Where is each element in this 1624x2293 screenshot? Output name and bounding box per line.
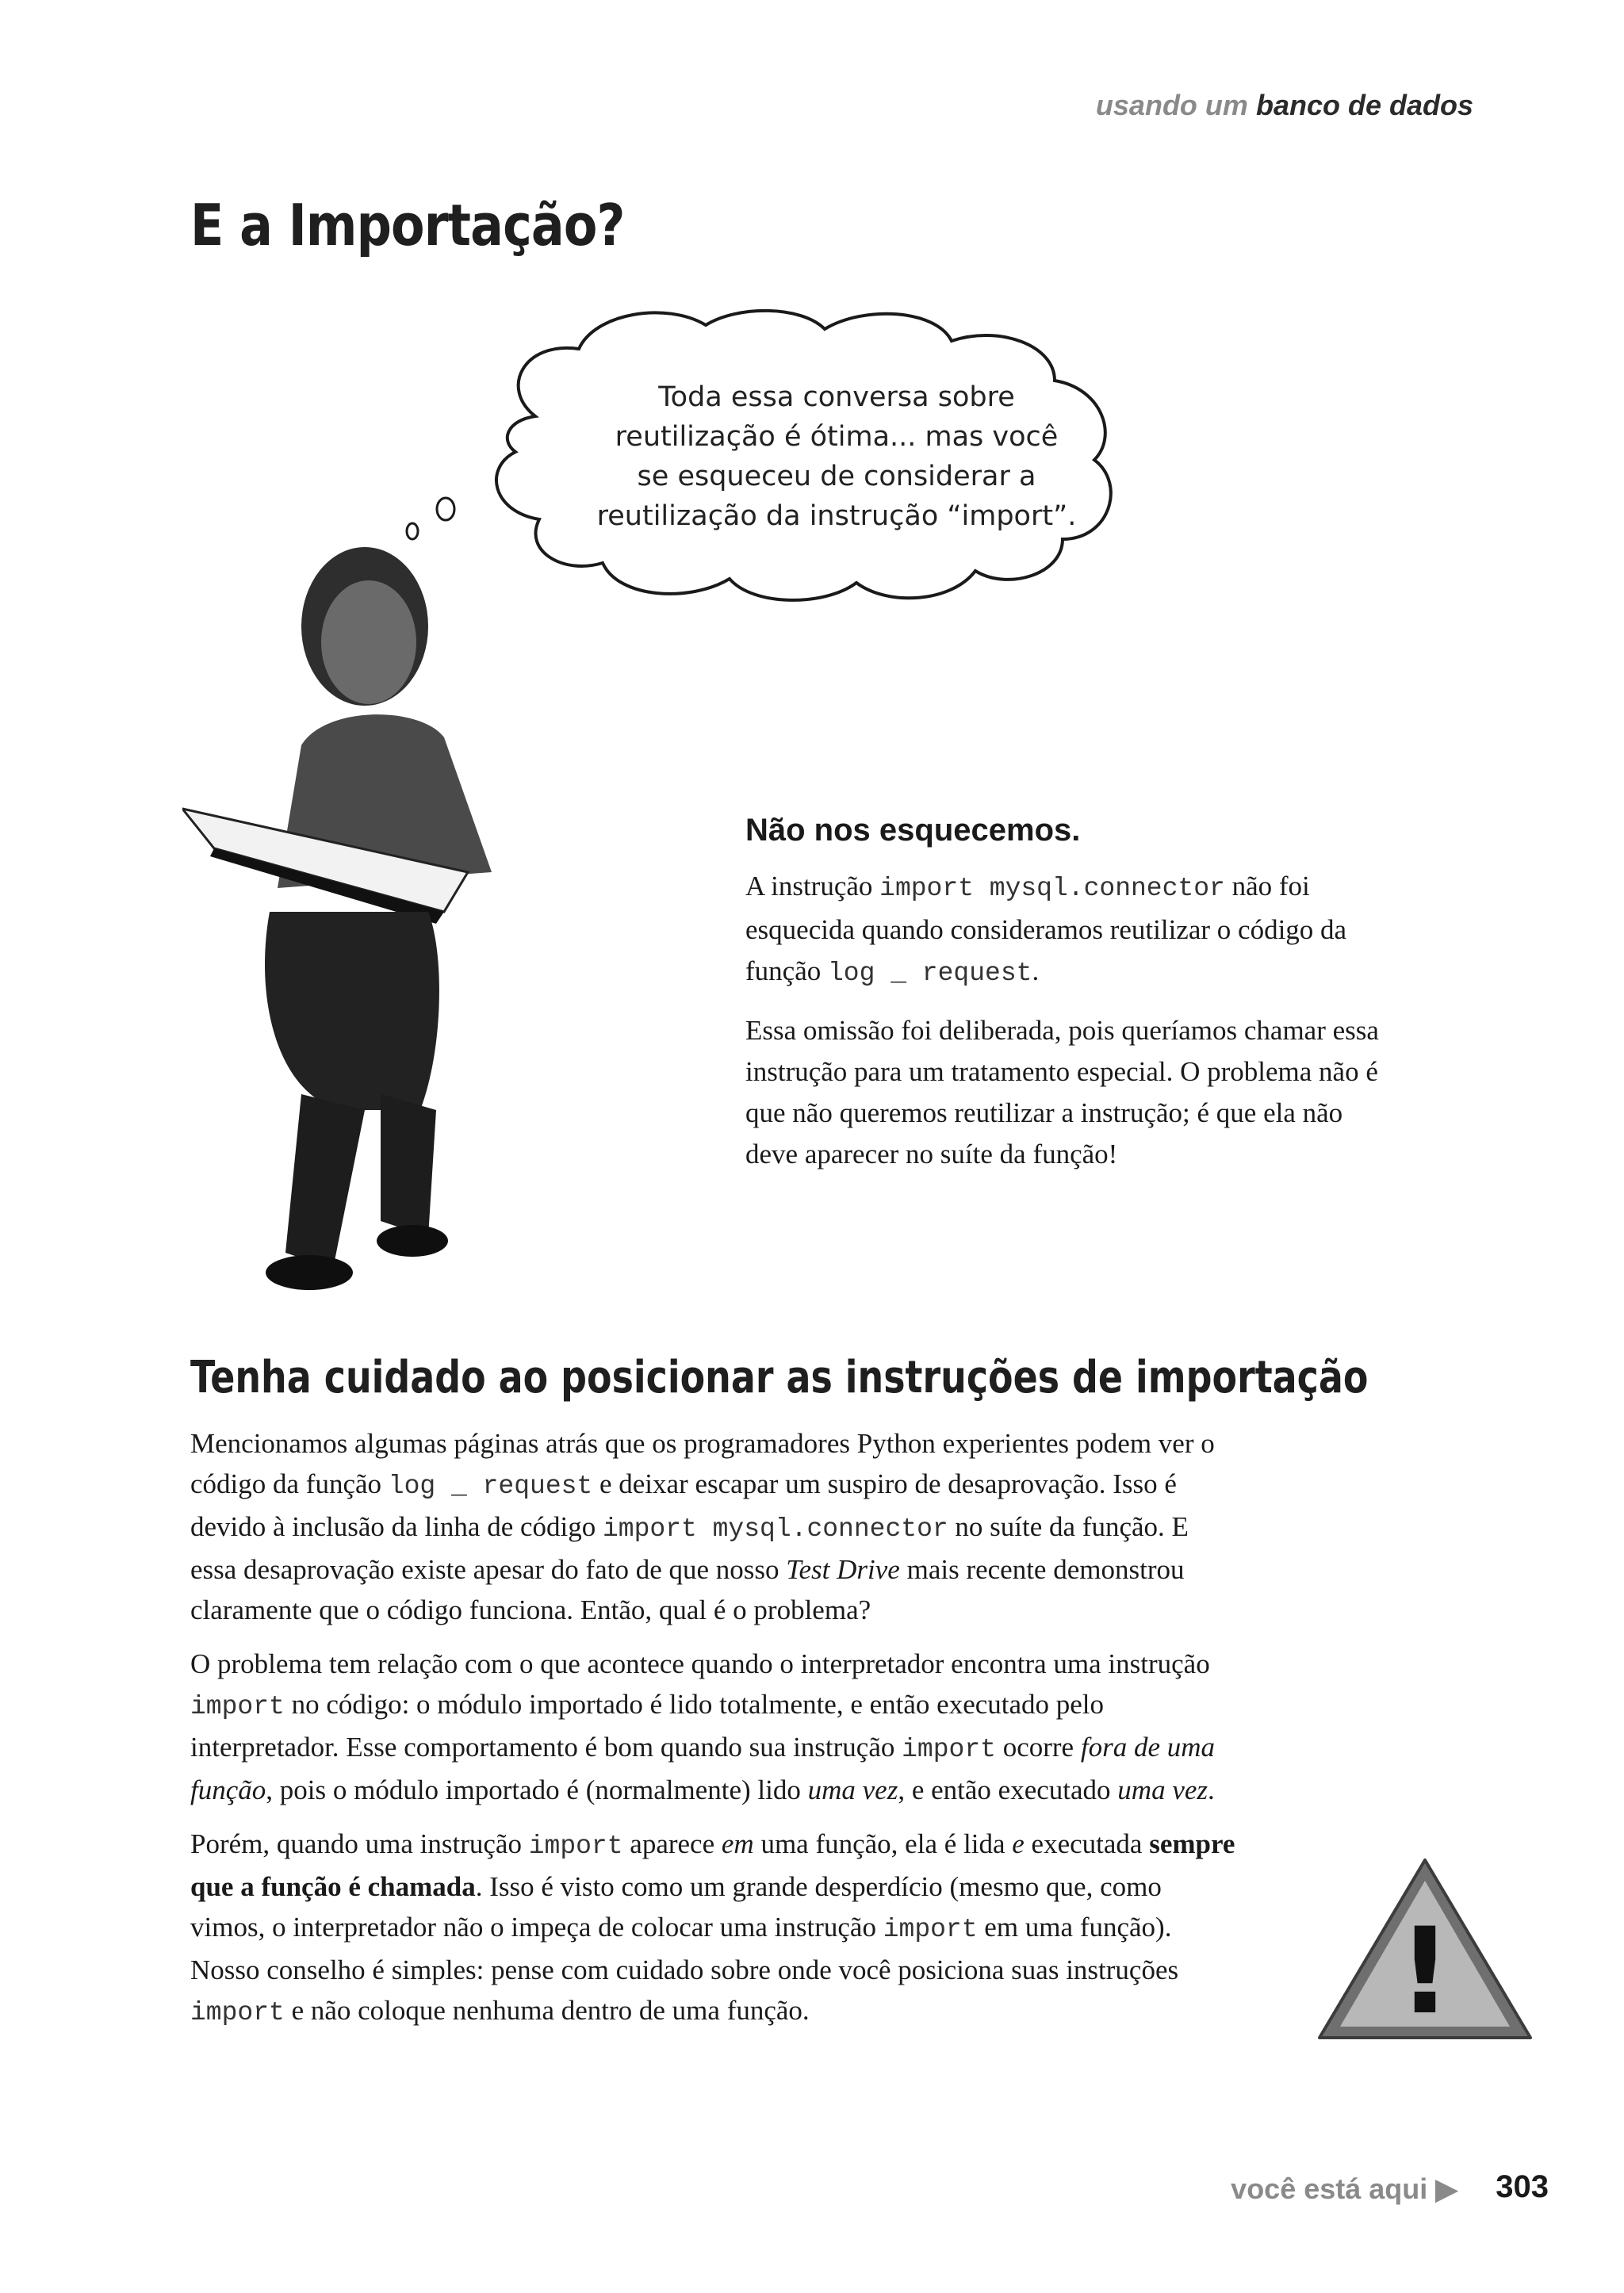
sidebar-paragraph-2: Essa omissão foi deliberada, pois queríamos chamar essa instrução para um tratamento especial. O problema não é que não queremos reutilizar a instrução; é que ela não deve aparecer no suíte da função!: [745, 1015, 1379, 1169]
section-heading: Tenha cuidado ao posicionar as instruções de importação: [190, 1352, 1369, 1403]
page-title: E a Importação?: [190, 192, 625, 258]
text-run: . Isso é visto como um grande desperdício (mesmo que, como vimos, o interpretador não o impeça de colocar uma instrução: [190, 1871, 1162, 1943]
text-run: Porém, quando uma instrução: [190, 1828, 529, 1859]
thought-bubble-medium-circle: [437, 498, 454, 520]
play-arrow-icon: ▶: [1435, 2172, 1457, 2205]
running-head-bold: banco de dados: [1255, 89, 1473, 121]
thought-bubble-small-circle: [407, 523, 418, 539]
thought-line: reutilização da instrução “import”.: [596, 500, 1077, 532]
inline-code: import mysql.connector: [603, 1514, 948, 1544]
text-run: executada: [1024, 1828, 1150, 1859]
text-run: mais recente demonstrou claramente que o código funciona. Então, qual é o problema?: [190, 1554, 1185, 1625]
text-run: no suíte da função. E essa desaprovação existe apesar do fato de que nosso: [190, 1511, 1189, 1585]
thought-line: se esqueceu de considerar a: [637, 461, 1036, 492]
emphasis: uma vez: [807, 1774, 898, 1805]
text-run: em uma função). Nosso conselho é simples: pense com cuidado sobre onde você posiciona suas instruções: [190, 1912, 1179, 1985]
warning-triangle-icon: [1315, 1854, 1535, 2044]
text-run: A instrução: [745, 871, 880, 902]
running-head-prefix: usando um: [1095, 89, 1248, 121]
thought-line: Toda essa conversa sobre: [658, 381, 1015, 413]
footer-label: [1231, 2172, 1457, 2206]
inline-code: log _ request: [388, 1472, 593, 1501]
inline-code: import: [190, 1998, 285, 2027]
inline-code: import: [902, 1735, 996, 1764]
text-run: ocorre: [995, 1732, 1081, 1763]
text-run: uma função, ela é lida: [753, 1828, 1013, 1859]
inline-code: import mysql.connector: [879, 874, 1225, 903]
text-run: , e então executado: [898, 1774, 1118, 1805]
text-run: e deixar escapar um suspiro de desaprovação. Isso é devido à inclusão da linha de código: [190, 1468, 1177, 1542]
body-paragraph-2: [190, 1644, 1237, 1810]
thought-line: reutilização é ótima... mas você: [615, 421, 1059, 453]
warning-exclamation: !: [1397, 1903, 1453, 2041]
person-figure: [182, 547, 492, 1290]
text-run: Mencionamos algumas páginas atrás que os programadores Python experientes podem ver o código da função: [190, 1428, 1215, 1499]
you-are-here-label: você está aqui: [1231, 2172, 1428, 2205]
emphasis: uma vez: [1117, 1774, 1208, 1805]
inline-code: log _ request: [827, 959, 1032, 988]
bold-text: sempre que a função é chamada: [190, 1828, 1235, 1902]
body-paragraph-1: [190, 1423, 1237, 1630]
emphasis: Test Drive: [786, 1554, 900, 1585]
text-run: e não coloque nenhuma dentro de uma função.: [284, 1995, 810, 2026]
inline-code: import: [883, 1915, 978, 1944]
body-paragraph-3: [190, 1824, 1237, 2033]
text-run: aparece: [622, 1828, 722, 1859]
person-illustration: [182, 539, 690, 1308]
emphasis: e: [1012, 1828, 1025, 1859]
text-run: .: [1032, 955, 1040, 986]
sidebar-body: [745, 866, 1380, 1191]
emphasis: em: [721, 1828, 754, 1859]
text-run: no código: o módulo importado é lido totalmente, e então executado pelo interpretador. Esse comportamento é bom quando sua instrução: [190, 1689, 1105, 1763]
text-run: não foi esquecida quando consideramos reutilizar o código da função: [745, 871, 1347, 986]
text-run: O problema tem relação com o que acontece quando o interpretador encontra uma instrução: [190, 1648, 1210, 1679]
page-number: 303: [1496, 2169, 1549, 2204]
text-run: .: [1208, 1774, 1215, 1805]
running-head: [1096, 89, 1473, 122]
sidebar-paragraph-1: [745, 866, 1380, 994]
sidebar-heading: Não nos esquecemos.: [745, 813, 1081, 848]
inline-code: import: [190, 1692, 285, 1721]
emphasis: fora de uma função: [190, 1732, 1215, 1805]
thought-bubble-text: [591, 377, 1082, 536]
main-body: [190, 1423, 1237, 2046]
text-run: , pois o módulo importado é (normalmente) lido: [266, 1774, 808, 1805]
inline-code: import: [528, 1832, 623, 1861]
